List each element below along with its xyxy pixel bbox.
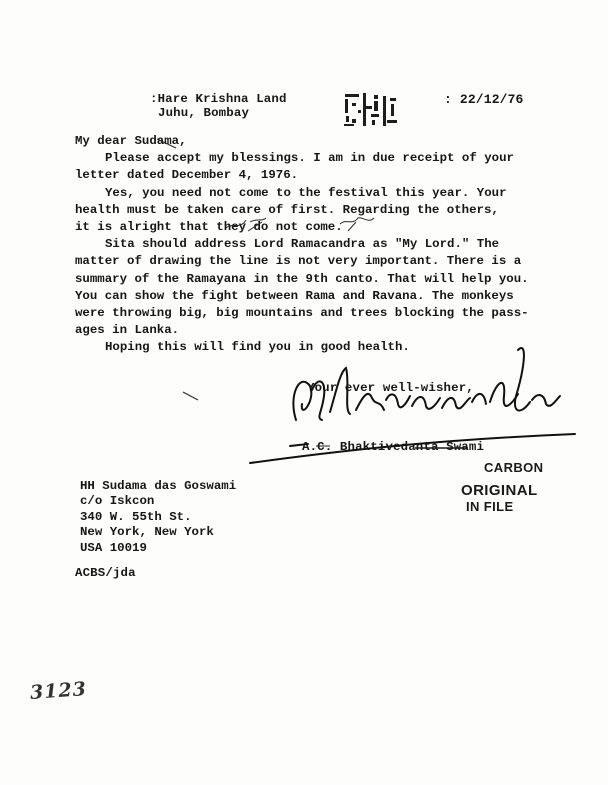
recipient-line: HH Sudama das Goswami	[80, 479, 237, 493]
valediction: Your ever well-wisher,	[307, 381, 474, 395]
letter-date: : 22/12/76	[444, 92, 524, 107]
reference-initials: ACBS/jda	[75, 566, 136, 580]
recipient-line: c/o Iskcon	[80, 494, 155, 509]
body-line: it is alright that they do not come.	[75, 220, 343, 235]
body-line: Yes, you need not come to the festival this year. Your	[105, 185, 507, 200]
recipient-line: USA 10019	[80, 540, 147, 555]
sender-address-line-2: Juhu, Bombay	[158, 106, 250, 120]
recipient-address	[80, 479, 236, 556]
body-line: Hoping this will find you in good health.	[105, 340, 410, 355]
body-line: ages in Lanka.	[75, 323, 180, 338]
sender-address-line-1: :Hare Krishna Land	[150, 92, 287, 106]
body-line: summary of the Ramayana in the 9th canto. That will help you.	[75, 271, 529, 286]
body-line: Please accept my blessings. I am in due receipt of your	[105, 151, 514, 166]
carbon-stamp-line-2: ORIGINAL	[461, 482, 538, 499]
body-line: matter of drawing the line is not very important. There is a	[75, 254, 522, 269]
salutation: My dear Sudama,	[75, 134, 187, 148]
marginal-note: 3123	[29, 678, 88, 704]
body-line: health must be taken care of first. Regarding the others,	[75, 202, 499, 217]
body-line: Sita should address Lord Ramacandra as "My Lord." The	[105, 237, 500, 252]
recipient-line: 340 W. 55th St.	[80, 509, 192, 524]
carbon-stamp-line-1: CARBON	[484, 460, 544, 475]
body-line: letter dated December 4, 1976.	[75, 168, 299, 183]
body-line: You can show the fight between Rama and Ravana. The monkeys	[75, 288, 514, 303]
carbon-stamp-line-3: IN FILE	[466, 499, 514, 514]
body-line: were throwing big, big mountains and trees blocking the pass-	[75, 306, 529, 321]
typed-signature-name: A.C. Bhaktivedanta Swami	[302, 440, 485, 454]
recipient-line: New York, New York	[80, 525, 214, 540]
